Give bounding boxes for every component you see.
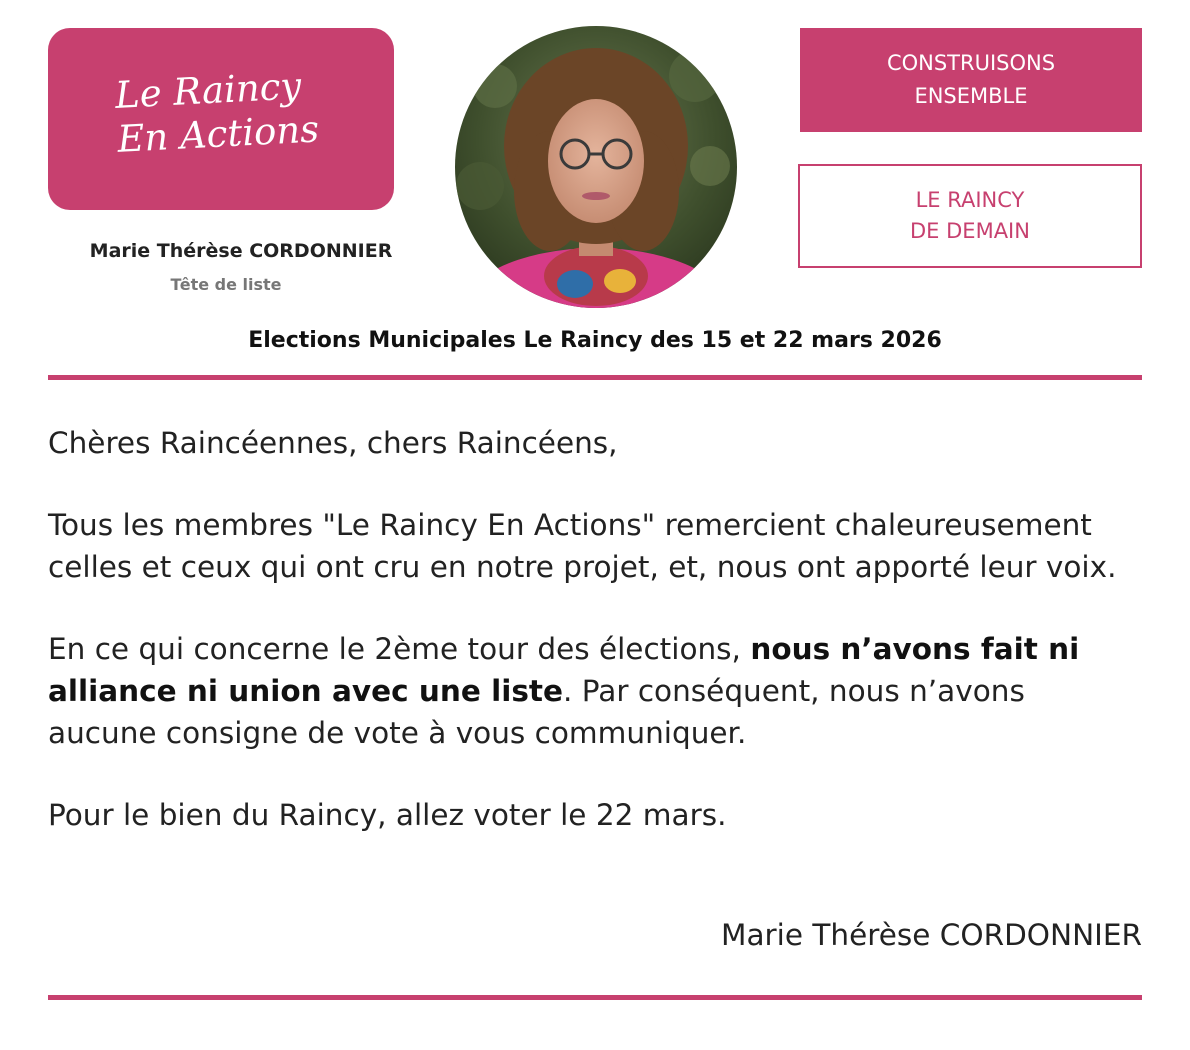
logo-line-2: En Actions xyxy=(116,107,321,161)
letter-signature: Marie Thérèse CORDONNIER xyxy=(721,918,1142,952)
raincy-de-demain-label: LE RAINCY DE DEMAIN xyxy=(910,188,1030,243)
letter-paragraph-1: Tous les membres "Le Raincy En Actions" remercient chaleureusement celles et ceux qui ont cru en notre projet, et, nous ont apporté leur voix. xyxy=(48,508,1117,584)
logo xyxy=(48,28,394,210)
logo-text xyxy=(114,63,320,161)
election-subtitle: Elections Municipales Le Raincy des 15 et 22 mars 2026 xyxy=(248,328,942,353)
candidate-portrait xyxy=(455,26,737,308)
letter-paragraph-2-bold: nous n’avons fait ni alliance ni union avec une liste xyxy=(48,632,1080,708)
letter-body xyxy=(48,422,1142,876)
candidate-role: Tête de liste xyxy=(170,275,282,294)
logo-line-1: Le Raincy xyxy=(114,64,303,117)
letter-paragraph-3: Pour le bien du Raincy, allez voter le 22 mars. xyxy=(48,798,727,832)
letter-greeting: Chères Raincéennes, chers Raincéens, xyxy=(48,426,618,460)
bottom-divider xyxy=(48,995,1142,1000)
construisons-ensemble-button[interactable] xyxy=(800,28,1142,132)
letter-paragraph-2 xyxy=(48,628,1142,754)
top-divider xyxy=(48,375,1142,380)
construisons-ensemble-label: CONSTRUISONS ENSEMBLE xyxy=(886,51,1056,108)
letter-paragraph-2-start: En ce qui concerne le 2ème tour des élections, xyxy=(48,632,751,666)
letter-paragraph-2-end: . Par conséquent, nous n’avons aucune consigne de vote à vous communiquer. xyxy=(48,674,1025,750)
candidate-name: Marie Thérèse CORDONNIER xyxy=(89,240,393,262)
raincy-de-demain-button[interactable] xyxy=(798,164,1142,268)
